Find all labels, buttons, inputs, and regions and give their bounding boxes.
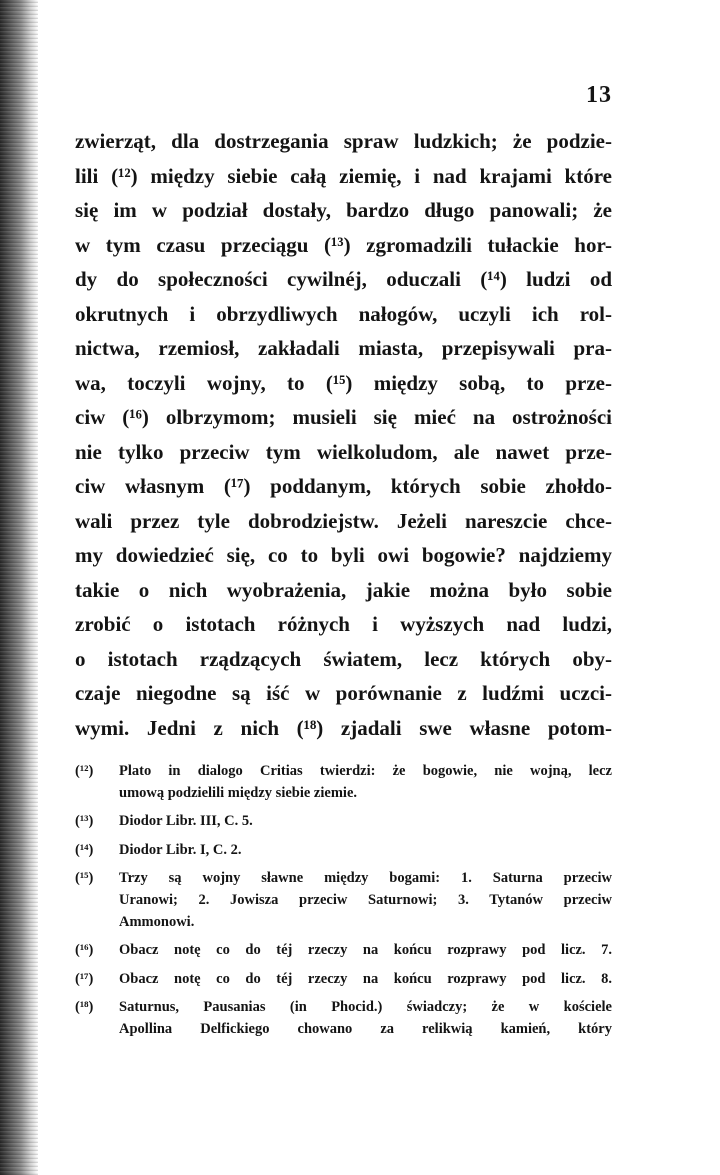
body-line: zwierząt, dla dostrzegania spraw ludzkich; że podzie- (75, 129, 612, 153)
footnote-mark: (¹⁵) (75, 869, 94, 886)
footnote (75, 968, 612, 990)
footnote-line: Plato in dialogo Critias twierdzi: że bogowie, nie wojną, lecz (119, 763, 612, 779)
body-text (75, 124, 612, 745)
body-line: takie o nich wyobrażenia, jakie można było sobie (75, 577, 612, 602)
footnote-mark: (¹²) (75, 763, 94, 779)
footnote-line: Apollina Delfickiego chowano za relikwią kamień, który (119, 1021, 612, 1038)
footnotes (75, 760, 612, 1046)
footnote-line: Diodor Libr. I, C. 2. (119, 841, 242, 858)
body-line: wali przez tyle dobrodziejstw. Jeżeli nareszcie chce- (75, 508, 612, 533)
body-line: się im w podział dostały, bardzo długo panowali; że (75, 198, 612, 222)
footnote-mark: (¹⁶) (75, 942, 94, 959)
footnote-line: Obacz notę co do téj rzeczy na końcu rozprawy pod licz. 7. (119, 942, 612, 959)
body-line: czaje niegodne są iść w porównanie z ludźmi uczci- (75, 681, 612, 705)
footnote-mark: (¹⁸) (75, 998, 94, 1015)
body-line: wa, toczyli wojny, to (¹⁵) między sobą, to prze- (75, 370, 612, 395)
footnote (75, 867, 612, 934)
footnote-line: Ammonowi. (119, 914, 195, 931)
footnote (75, 810, 612, 832)
page-number: 13 (586, 82, 612, 108)
body-line: dy do społeczności cywilnéj, oduczali (¹⁴) ludzi od (75, 267, 612, 291)
body-line: w tym czasu przeciągu (¹³) zgromadzili tułackie hor- (75, 232, 612, 257)
body-line: nictwa, rzemiosł, zakładali miasta, przepisywali pra- (75, 336, 612, 360)
body-line: lili (¹²) między siebie całą ziemię, i nad krajami które (75, 163, 612, 188)
body-line: nie tylko przeciw tym wielkoludom, ale nawet prze- (75, 439, 612, 464)
footnote-mark: (¹³) (75, 813, 94, 830)
book-spine-edge (0, 0, 38, 1175)
footnote-mark: (¹⁷) (75, 970, 94, 987)
footnote-line: Trzy są wojny sławne między bogami: 1. Saturna przeciw (119, 869, 612, 886)
footnote (75, 760, 612, 804)
body-line: my dowiedzieć się, co to byli owi bogowie? najdziemy (75, 543, 612, 567)
body-line: ciw własnym (¹⁷) poddanym, których sobie zhołdo- (75, 474, 612, 498)
body-line: o istotach rządzących światem, lecz których oby- (75, 646, 612, 671)
footnote-line: Saturnus, Pausanias (in Phocid.) świadczy; że w kościele (119, 998, 612, 1015)
body-line: okrutnych i obrzydliwych nałogów, uczyli ich rol- (75, 301, 612, 326)
footnote-line: Obacz notę co do téj rzeczy na końcu rozprawy pod licz. 8. (119, 970, 612, 987)
footnote-line: Uranowi; 2. Jowisza przeciw Saturnowi; 3. Tytanów przeciw (119, 892, 612, 909)
footnote-line: umową podzielili między siebie ziemie. (119, 785, 358, 802)
footnote-mark: (¹⁴) (75, 841, 94, 858)
body-line: wymi. Jedni z nich (¹⁸) zjadali swe własne potom- (75, 715, 612, 740)
body-line: ciw (¹⁶) olbrzymom; musieli się mieć na ostrożności (75, 405, 612, 429)
footnote (75, 939, 612, 961)
body-line: zrobić o istotach różnych i wyższych nad ludzi, (75, 612, 612, 636)
footnote (75, 839, 612, 861)
footnote (75, 996, 612, 1040)
footnote-line: Diodor Libr. III, C. 5. (119, 813, 253, 830)
